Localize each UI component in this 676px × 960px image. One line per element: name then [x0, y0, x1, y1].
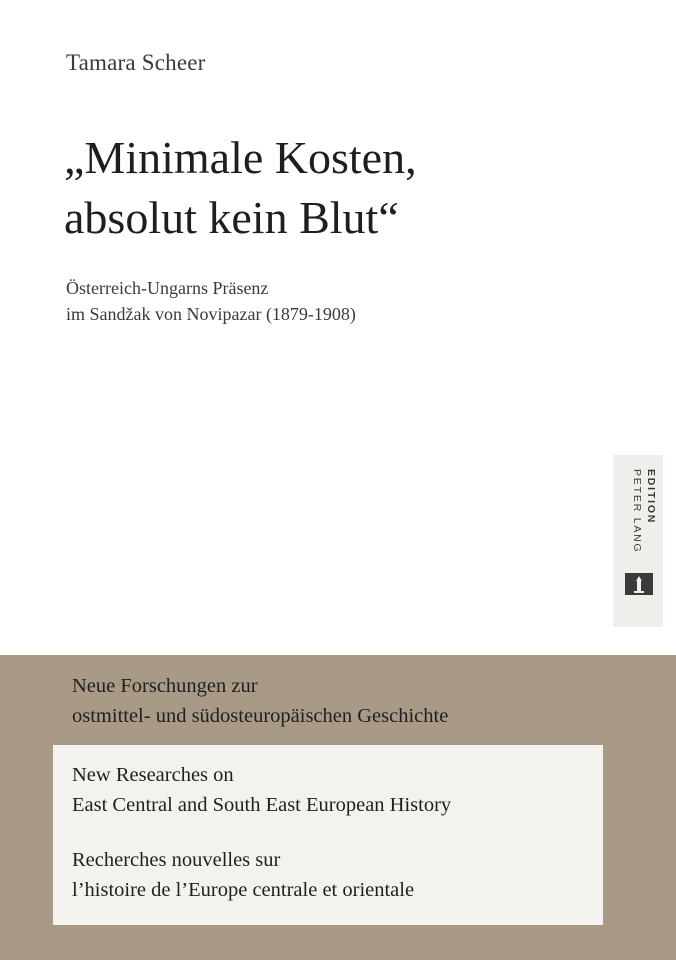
publisher-line-1: PETER LANG — [631, 469, 643, 554]
subtitle-line-1: Österreich-Ungarns Präsenz — [66, 278, 269, 298]
series-title-french — [72, 845, 414, 905]
series-german-line-1: Neue Forschungen zur — [72, 675, 258, 697]
publisher-line-2: EDITION — [645, 469, 657, 525]
title-line-1: „Minimale Kosten, — [64, 132, 417, 183]
author-name: Tamara Scheer — [66, 50, 206, 75]
series-title-english — [72, 760, 451, 820]
series-english-line-1: New Researches on — [72, 764, 234, 786]
subtitle-line-2: im Sandžak von Novipazar (1879-1908) — [66, 304, 356, 324]
publisher-tab — [613, 455, 663, 627]
publisher-name — [613, 455, 663, 627]
peter-lang-logo-icon — [625, 573, 653, 595]
series-french-line-2: l’histoire de l’Europe centrale et orientale — [72, 879, 415, 901]
book-title — [64, 128, 604, 248]
series-german-line-2: ostmittel- und südosteuropäischen Geschichte — [72, 705, 449, 727]
series-title-german — [72, 671, 448, 731]
series-english-line-2: East Central and South East European History — [72, 794, 452, 816]
series-french-line-1: Recherches nouvelles sur — [72, 849, 281, 871]
title-line-2: absolut kein Blut“ — [64, 192, 399, 243]
book-subtitle — [66, 275, 356, 327]
